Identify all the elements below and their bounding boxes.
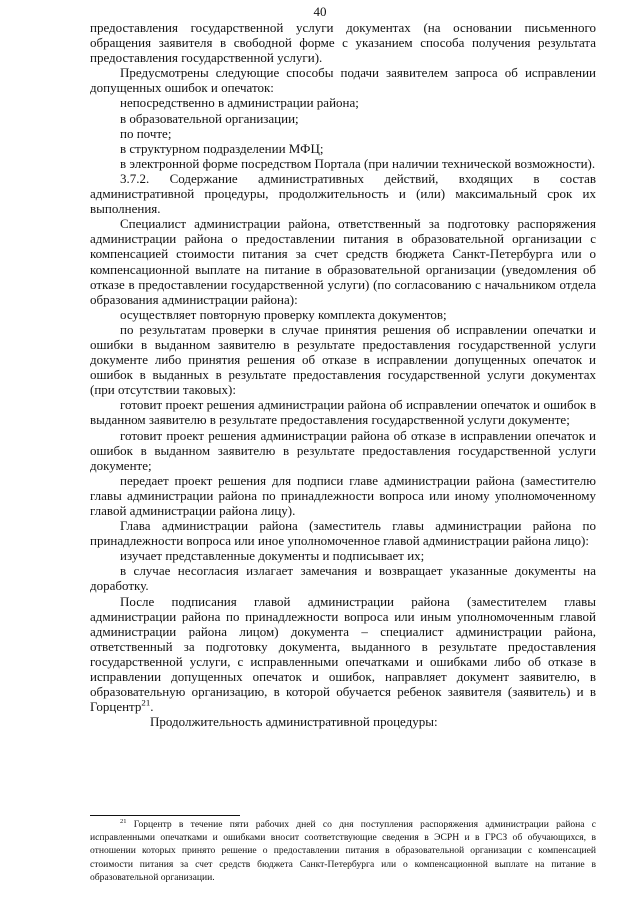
paragraph: Глава администрации района (заместитель главы администрации района по принадлежности вопроса или иное уполномоченное главой администрации района лицо): <box>90 518 596 549</box>
page-number: 40 <box>313 4 327 19</box>
paragraph: Продолжительность административной процедуры: <box>150 714 438 730</box>
paragraph: предоставления государственной услуги документах (на основании письменного обращения заявителя в свободной форме с указанием способа получения результата предоставления государственной услуги). <box>90 20 596 66</box>
list-item: непосредственно в администрации района; <box>120 95 359 111</box>
paragraph: по результатам проверки в случае принятия решения об исправлении опечатки и ошибки в выданном заявителю в результате предоставления государственной услуги документе либо принятия решения об отказе в исправлении допущенных опечаток и ошибок в выданных в результате предоставления государственной услуги документах (при отсутствии таковых): <box>90 321 596 398</box>
list-item: готовит проект решения администрации района об исправлении опечаток и ошибок в выданном заявителю в результате предоставления государственной услуги документе; <box>90 397 596 428</box>
footnote-reference: 21 <box>141 697 151 708</box>
list-item: готовит проект решения администрации района об отказе в исправлении опечаток и ошибок в выданном заявителю в результате предоставления государственной услуги документе; <box>90 427 596 473</box>
list-item: в случае несогласия излагает замечания и возвращает указанные документы на доработку. <box>90 563 596 594</box>
paragraph: Специалист администрации района, ответственный за подготовку распоряжения администрации района о предоставлении питания в образовательной организации с компенсацией стоимости питания за счет средств бюджета Санкт-Петербурга или о компенсационной выплате на питание в образовательной организации (уведомления об отказе в предоставлении государственной услуги) (по согласованию с начальником отдела образования администрации района): <box>90 216 596 307</box>
footnote <box>90 818 596 884</box>
list-item: осуществляет повторную проверку комплекта документов; <box>120 306 447 322</box>
list-item: изучает представленные документы и подписывает их; <box>120 548 425 564</box>
list-item: передает проект решения для подписи главе администрации района (заместителю главы администрации района по принадлежности вопроса или иному уполномоченному главой администрации района лицу). <box>90 472 596 518</box>
footnote-paragraph <box>90 818 596 884</box>
list-item: в электронной форме посредством Портала (при наличии технической возможности). <box>120 155 596 171</box>
footnote-separator <box>90 815 240 816</box>
paragraph-text: После подписания главой администрации района (заместителем главы администрации района по принадлежности вопроса или иным уполномоченным главой администрации района лицом) документа – специалист администрации района, ответственный за подготовку документа, выданного в результате предоставления государственной услуги, с исправленными опечатками и ошибками либо об отказе в исправлении допущенных опечаток и ошибок, направляет документ заявителю, в образовательную организацию, в которой обучается ребенок заявителя (заявитель) и в Горцентр <box>90 593 596 715</box>
list-item: по почте; <box>120 125 172 141</box>
list-item: в структурном подразделении МФЦ; <box>120 140 324 156</box>
list-item: в образовательной организации; <box>120 110 299 126</box>
paragraph: Предусмотрены следующие способы подачи заявителем запроса об исправлении допущенных ошибок и опечаток: <box>90 65 596 96</box>
document-body <box>90 20 596 729</box>
footnote-text: Горцентр в течение пяти рабочих дней со дня поступления распоряжения администрации района с исправленными опечатками и ошибками вносит соответствующие сведения в ЭСРН и в ГРСЗ об обучающихся, в отношении которых принято решение о предоставлении питания в образовательной организации с компенсацией стоимости питания за счет средств бюджета Санкт-Петербурга или о компенсационной выплате на питание в образовательной организации. <box>90 819 597 883</box>
section-heading: 3.7.2. Содержание административных действий, входящих в состав административной процедуры, продолжительность и (или) максимальный срок их выполнения. <box>90 170 596 217</box>
paragraph: После подписания главой администрации района (заместителем главы администрации района по принадлежности вопроса или иным уполномоченным главой администрации района лицом) документа – специалист администрации района, ответственный за подготовку документа, выданного в результате предоставления государственной услуги, с исправленными опечатками и ошибками либо об отказе в исправлении допущенных опечаток и ошибок, направляет документ заявителю, в образовательную организацию, в которой обучается ребенок заявителя (заявитель) и в Горцентр$^{21}$. <box>90 593 596 715</box>
footnote-marker: 21 <box>120 817 127 825</box>
